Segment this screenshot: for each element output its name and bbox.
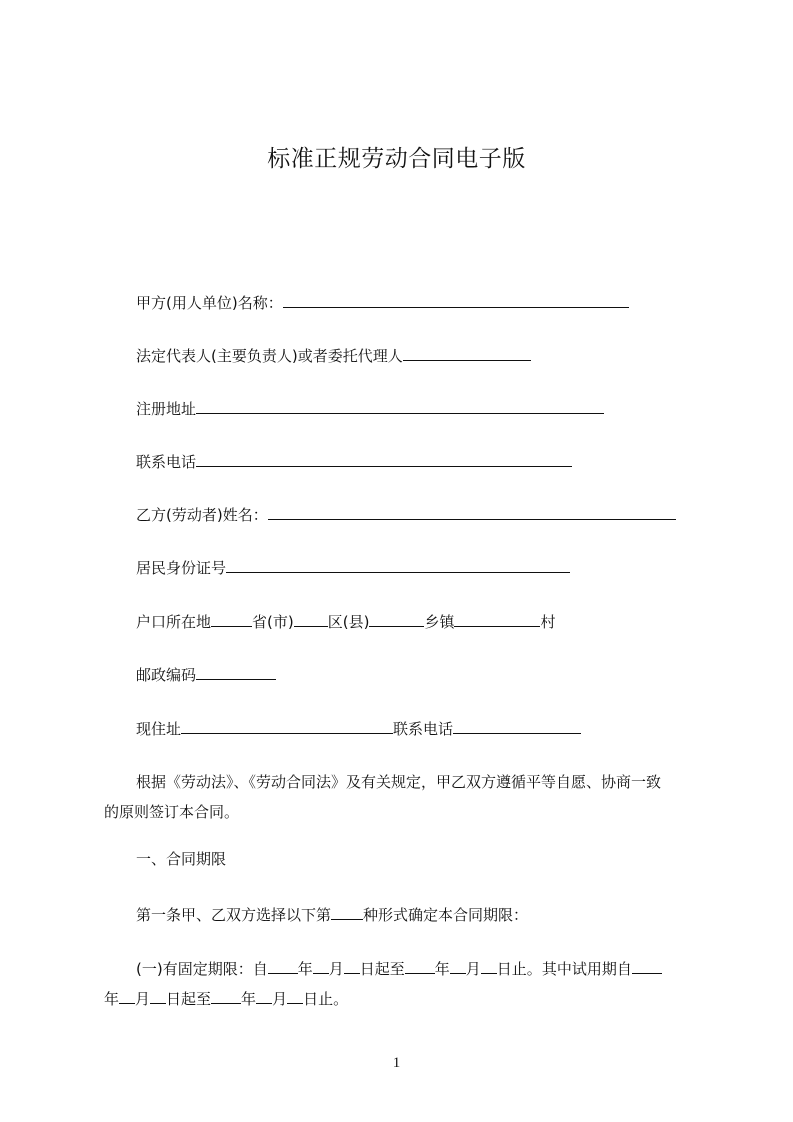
contact-phone-line: [136, 450, 572, 472]
hukou-town-label: 乡镇: [424, 613, 455, 631]
probation-end-month-blank[interactable]: [256, 987, 272, 1004]
preamble-line-1: 根据《劳动法》、《劳动合同法》及有关规定，甲乙双方遵循平等自愿、协商一致: [136, 773, 662, 791]
party-a-name-blank[interactable]: [283, 291, 629, 308]
preamble-paragraph: [104, 767, 704, 827]
current-address-line: [136, 717, 581, 739]
year-label-1: 年: [297, 960, 313, 978]
reg-address-label: 注册地址: [136, 400, 197, 418]
hukou-label: 户口所在地: [136, 613, 212, 631]
month-label-4: 月: [272, 990, 288, 1008]
postcode-blank[interactable]: [196, 663, 276, 680]
year-label-2: 年: [434, 960, 450, 978]
year-label-4: 年: [241, 990, 257, 1008]
year-label-3: 年: [104, 990, 120, 1008]
article-1-line: [136, 903, 528, 925]
party-a-name-label: 甲方(用人单位)名称：: [136, 294, 283, 312]
day-from-label-1: 日起至: [359, 960, 405, 978]
contact-phone-label: 联系电话: [136, 453, 197, 471]
hukou-town-blank[interactable]: [369, 610, 424, 627]
id-number-label: 居民身份证号: [136, 559, 227, 577]
id-number-blank[interactable]: [226, 556, 570, 573]
probation-start-year-blank[interactable]: [632, 957, 662, 974]
end-month-blank[interactable]: [450, 957, 466, 974]
document-title: 标准正规劳动合同电子版: [267, 146, 526, 172]
start-month-blank[interactable]: [313, 957, 329, 974]
current-address-label: 现住址: [136, 720, 182, 738]
day-from-label-2: 日起至: [166, 990, 212, 1008]
hukou-province-blank[interactable]: [211, 610, 252, 627]
reg-address-blank[interactable]: [196, 397, 604, 414]
current-phone-blank[interactable]: [453, 717, 581, 734]
hukou-province-label: 省(市): [252, 613, 294, 631]
line-2-end-label: 日止。: [303, 990, 349, 1008]
legal-rep-label: 法定代表人(主要负责人)或者委托代理人: [136, 347, 403, 365]
legal-rep-blank[interactable]: [403, 344, 531, 361]
hukou-line: [136, 610, 555, 632]
fixed-term-label: (一)有固定期限：自: [136, 960, 268, 978]
party-b-name-line: [136, 503, 676, 525]
probation-label: 其中试用期自: [541, 960, 632, 978]
fixed-term-paragraph: [104, 954, 704, 1014]
hukou-district-label: 区(县): [327, 613, 370, 631]
party-b-name-blank[interactable]: [268, 503, 676, 520]
hukou-village-blank[interactable]: [454, 610, 540, 627]
reg-address-line: [136, 397, 604, 419]
postcode-line: [136, 663, 276, 685]
legal-rep-line: [136, 344, 531, 366]
probation-start-day-blank[interactable]: [150, 987, 166, 1004]
end-year-blank[interactable]: [405, 957, 435, 974]
hukou-village-label: 村: [540, 613, 556, 631]
preamble-line-2: 的原则签订本合同。: [104, 803, 240, 821]
page-number: 1: [392, 1055, 401, 1071]
party-b-name-label: 乙方(劳动者)姓名：: [136, 506, 268, 524]
contact-phone-blank[interactable]: [196, 450, 572, 467]
current-address-blank[interactable]: [181, 717, 393, 734]
party-a-name-line: [136, 291, 629, 313]
current-phone-label: 联系电话: [393, 720, 454, 738]
start-year-blank[interactable]: [268, 957, 298, 974]
probation-end-year-blank[interactable]: [211, 987, 241, 1004]
month-label-2: 月: [465, 960, 481, 978]
postcode-label: 邮政编码: [136, 666, 197, 684]
month-label-3: 月: [135, 990, 151, 1008]
probation-start-month-blank[interactable]: [119, 987, 135, 1004]
start-day-blank[interactable]: [344, 957, 360, 974]
id-number-line: [136, 556, 570, 578]
hukou-district-blank[interactable]: [294, 610, 328, 627]
article-1-prefix: 第一条甲、乙双方选择以下第: [136, 906, 332, 924]
end-day-blank[interactable]: [481, 957, 497, 974]
probation-end-day-blank[interactable]: [287, 987, 303, 1004]
article-1-suffix: 种形式确定本合同期限：: [363, 906, 529, 924]
day-to-label-1: 日止。: [496, 960, 542, 978]
section-1-heading: 一、合同期限: [136, 850, 227, 868]
article-1-choice-blank[interactable]: [331, 903, 363, 920]
month-label-1: 月: [328, 960, 344, 978]
